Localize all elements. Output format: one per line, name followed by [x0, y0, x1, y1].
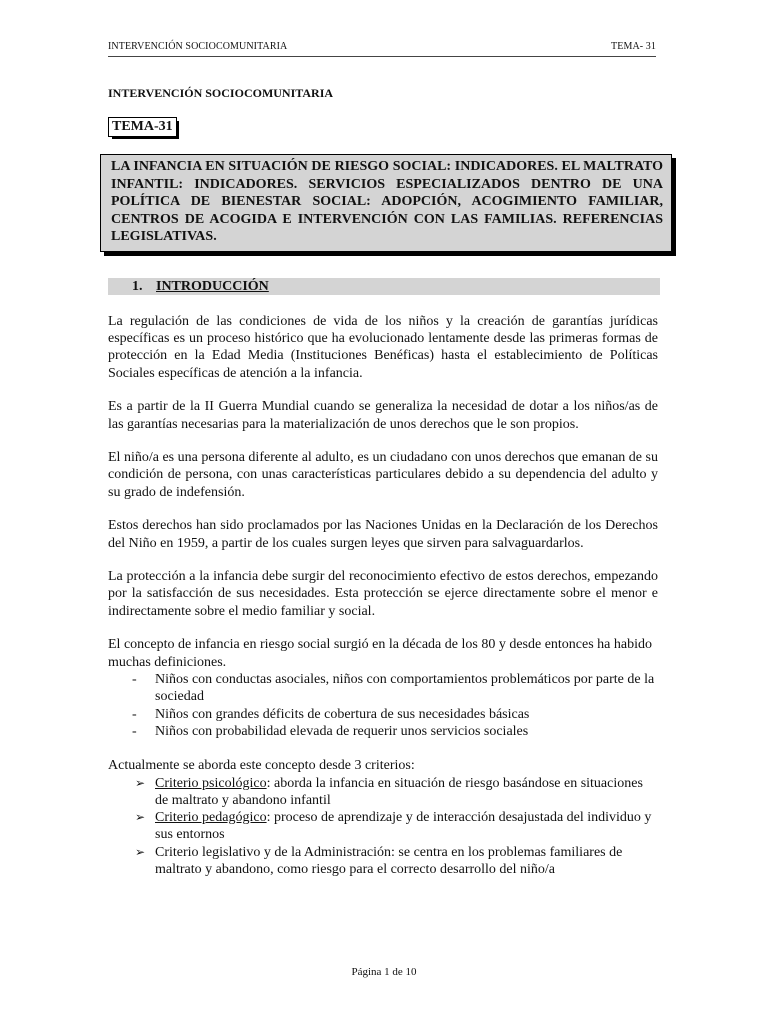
dash-marker: - [132, 723, 137, 739]
header-left-text: INTERVENCIÓN SOCIOCOMUNITARIA [108, 41, 288, 52]
topic-title-box [100, 154, 672, 252]
paragraph: La regulación de las condiciones de vida de los niños y la creación de garantías jurídicas específicas es un proceso histórico que ha evolucionado lentamente desde las primeras formas de protección en la Edad Media (Instituciones Benéficas) hasta el establecimiento de Políticas Sociales específicas de atención a la infancia. [108, 314, 658, 381]
document-body [108, 313, 658, 878]
header-right-text: TEMA- 31 [611, 41, 656, 52]
definitions-list [108, 671, 658, 740]
paragraph: Es a partir de la II Guerra Mundial cuando se generaliza la necesidad de dotar a los niños/as de las garantías necesarias para la materialización de unos derechos que le son propios. [108, 399, 658, 432]
tema-label: TEMA-31 [108, 117, 177, 137]
topic-title: LA INFANCIA EN SITUACIÓN DE RIESGO SOCIAL: INDICADORES. EL MALTRATO INFANTIL: INDICADORES. SERVICIOS ESPECIALIZADOS DENTRO DE UNA POLÍTICA DE BIENESTAR SOCIAL: ADOPCIÓN, ACOGIMIENTO FAMILIAR, CENTROS DE ACOGIDA E INTERVENCIÓN CON LAS FAMILIAS. REFERENCIAS LEGISLATIVAS. [111, 159, 663, 244]
criterion-name: Criterio legislativo y de la Administración [155, 844, 392, 860]
list-item: - Niños con probabilidad elevada de requerir unos servicios sociales [132, 723, 529, 739]
criteria-intro: Actualmente se aborda este concepto desde 3 criterios: [108, 758, 415, 774]
section-title: INTRODUCCIÓN [156, 279, 269, 294]
paragraph: La protección a la infancia debe surgir del reconocimiento efectivo de estos derechos, empezando por la satisfacción de sus necesidades. Esta protección se ejerce directamente sobre el menor e indirectamente sobre el medio familiar y social. [108, 569, 658, 619]
list-item: ➢ Criterio psicológico: aborda la infancia en situación de riesgo basándose en situaciones de maltrato y abandono infantil [135, 775, 643, 808]
list-item: - Niños con grandes déficits de cobertura de sus necesidades básicas [132, 706, 530, 722]
paragraph: Estos derechos han sido proclamados por las Naciones Unidas en la Declaración de los Derechos del Niño en 1959, a partir de los cuales surgen leyes que sirven para salvaguardarlos. [108, 518, 658, 551]
list-item: - Niños con conductas asociales, niños con comportamientos problemáticos por parte de la sociedad [132, 672, 655, 705]
criterion-name: Criterio pedagógico [155, 810, 267, 826]
arrow-bullet-icon: ➢ [135, 810, 146, 825]
page-footer: Página 1 de 10 [351, 966, 417, 978]
arrow-bullet-icon: ➢ [135, 775, 146, 790]
list-item: ➢ Criterio pedagógico: proceso de aprendizaje y de interacción desajustada del individuo y sus entornos [135, 810, 652, 843]
section-number: 1. [132, 279, 143, 294]
arrow-bullet-icon: ➢ [135, 844, 146, 859]
criterion-name: Criterio psicológico [155, 775, 267, 791]
definitions-intro: El concepto de infancia en riesgo social surgió en la década de los 80 y desde entonces ha habido muchas definiciones. [108, 637, 652, 670]
dash-marker: - [132, 706, 137, 722]
header-rule [108, 56, 656, 57]
org-title: INTERVENCIÓN SOCIOCOMUNITARIA [108, 86, 334, 100]
criteria-list [108, 775, 658, 878]
list-item: ➢ Criterio legislativo y de la Administración: se centra en los problemas familiares de maltrato y abandono, como riesgo para el correcto desarrollo del niño/a [135, 844, 623, 877]
paragraph: El niño/a es una persona diferente al adulto, es un ciudadano con unos derechos que emanan de su condición de persona, con unas características particulares debido a su dependencia del adulto y su grado de indefensión. [108, 450, 658, 500]
dash-marker: - [132, 672, 137, 688]
